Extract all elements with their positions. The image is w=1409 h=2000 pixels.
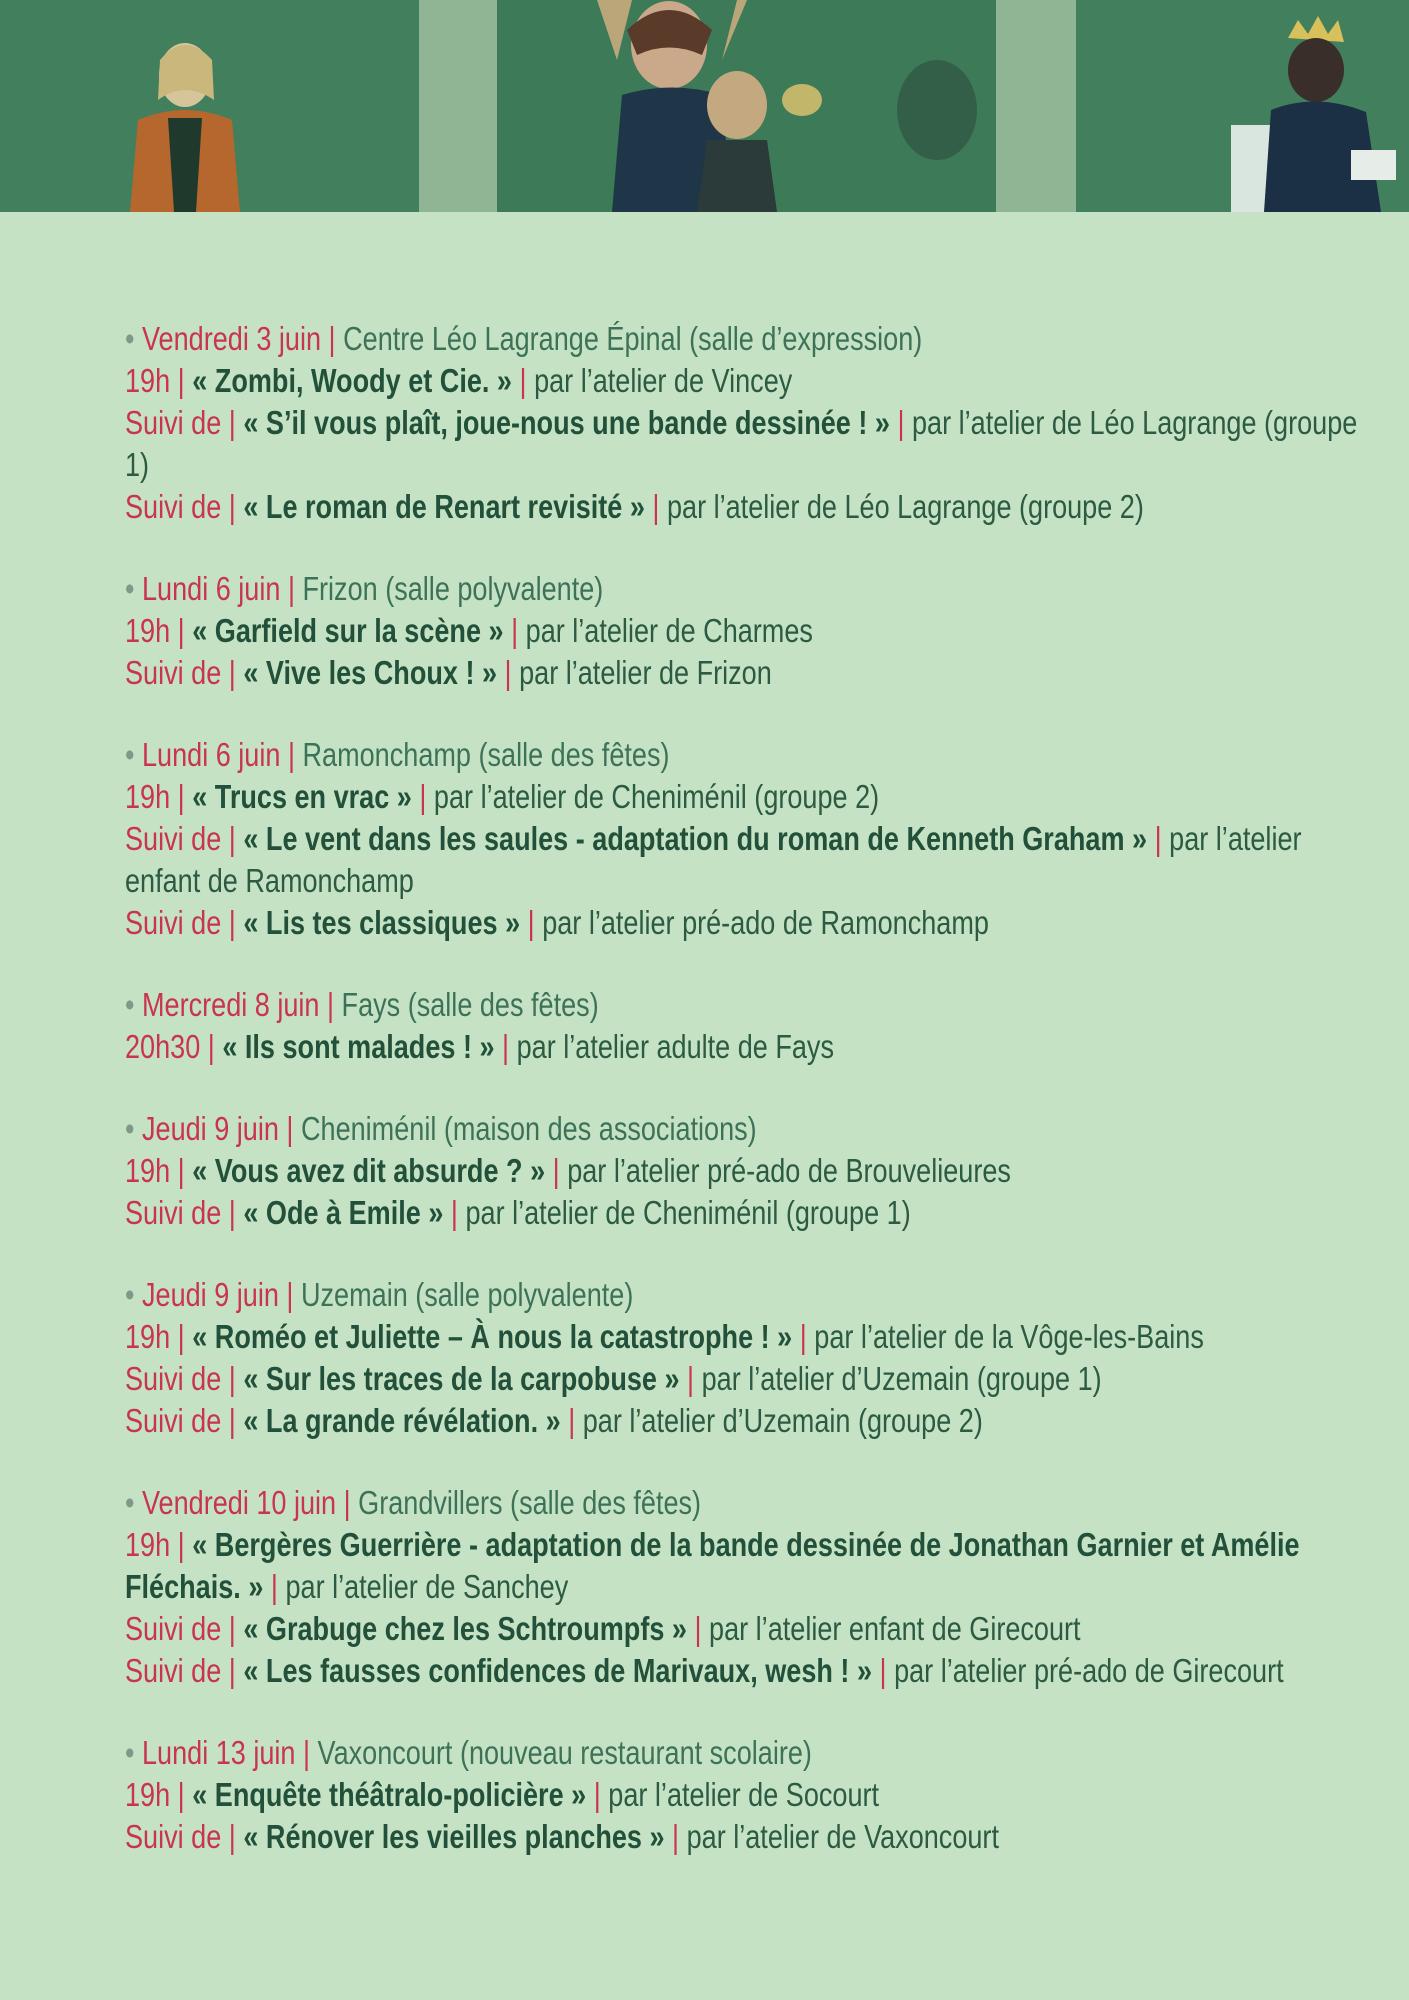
separator: | [263, 1568, 286, 1605]
separator: | [200, 1028, 223, 1065]
separator: | [221, 820, 244, 857]
show-troupe: par l’atelier de Cheniménil (groupe 2) [433, 778, 880, 815]
show-line [125, 1316, 1204, 1358]
separator: | [170, 612, 193, 649]
separator: | [221, 488, 244, 525]
show-line [125, 818, 1376, 902]
show-time: Suivi de [125, 1652, 222, 1689]
separator: | [280, 570, 303, 607]
separator: | [679, 1360, 702, 1397]
show-line [125, 360, 1166, 402]
show-time: 19h [125, 1152, 171, 1189]
show-title: « Rénover les vieilles planches » [243, 1818, 665, 1855]
event-block [125, 1274, 1395, 1442]
separator: | [443, 1194, 466, 1231]
event-date: Jeudi 9 juin [142, 1110, 279, 1147]
separator: | [319, 986, 342, 1023]
event-header [125, 318, 1166, 360]
separator: | [321, 320, 344, 357]
event-venue: Fays (salle des fêtes) [341, 986, 599, 1023]
separator: | [1147, 820, 1170, 857]
show-time: Suivi de [125, 404, 222, 441]
separator: | [170, 1776, 193, 1813]
show-troupe: par l’atelier de Vincey [534, 362, 793, 399]
event-block [125, 734, 1395, 944]
show-time: 20h30 [125, 1028, 201, 1065]
event-venue: Frizon (salle polyvalente) [302, 570, 604, 607]
show-title: « Trucs en vrac » [192, 778, 412, 815]
show-title: « Sur les traces de la carpobuse » [243, 1360, 680, 1397]
event-block [125, 1482, 1395, 1692]
show-time: 19h [125, 1526, 171, 1563]
show-line [125, 1524, 1376, 1608]
show-troupe: par l’atelier enfant de Ramonchamp [125, 820, 1302, 899]
separator: | [336, 1484, 359, 1521]
event-header [125, 1108, 1166, 1150]
separator: | [664, 1818, 687, 1855]
separator: | [586, 1776, 609, 1813]
event-date: Vendredi 10 juin [142, 1484, 337, 1521]
event-header [125, 984, 1166, 1026]
separator: | [545, 1152, 568, 1189]
bullet-icon: • [125, 320, 143, 357]
separator: | [411, 778, 434, 815]
show-title: « Garfield sur la scène » [192, 612, 504, 649]
show-title: « Le roman de Renart revisité » [243, 488, 645, 525]
event-venue: Uzemain (salle polyvalente) [300, 1276, 634, 1313]
show-time: Suivi de [125, 820, 222, 857]
show-title: « Ils sont malades ! » [222, 1028, 495, 1065]
show-troupe: par l’atelier de Cheniménil (groupe 1) [465, 1194, 911, 1231]
show-title: « Lis tes classiques » [243, 904, 521, 941]
show-line [125, 1608, 1166, 1650]
event-date: Lundi 13 juin [142, 1734, 296, 1771]
show-line [125, 486, 1166, 528]
photo-jumping-children [497, 0, 996, 212]
show-troupe: par l’atelier de Frizon [519, 654, 772, 691]
separator: | [494, 1028, 517, 1065]
show-title: « Roméo et Juliette – À nous la catastrophe ! » [192, 1318, 793, 1355]
show-title: « La grande révélation. » [243, 1402, 561, 1439]
photo-child-with-crown [1076, 0, 1409, 212]
show-line [125, 652, 1166, 694]
event-schedule [125, 318, 1395, 1898]
event-venue: Centre Léo Lagrange Épinal (salle d’expression) [343, 320, 923, 357]
separator: | [221, 404, 244, 441]
show-troupe: par l’atelier enfant de Girecourt [709, 1610, 1081, 1647]
show-troupe: par l’atelier de Charmes [525, 612, 813, 649]
event-date: Lundi 6 juin [142, 570, 281, 607]
separator: | [560, 1402, 583, 1439]
show-line [125, 402, 1376, 486]
bullet-icon: • [125, 1734, 143, 1771]
event-header [125, 1732, 1166, 1774]
separator: | [503, 612, 526, 649]
bullet-icon: • [125, 570, 143, 607]
show-time: Suivi de [125, 1360, 222, 1397]
show-line [125, 902, 1166, 944]
separator: | [280, 736, 303, 773]
bullet-icon: • [125, 736, 143, 773]
event-venue: Ramonchamp (salle des fêtes) [302, 736, 670, 773]
bullet-icon: • [125, 986, 143, 1023]
bullet-icon: • [125, 1110, 143, 1147]
event-date: Lundi 6 juin [142, 736, 281, 773]
show-time: Suivi de [125, 1402, 222, 1439]
show-time: Suivi de [125, 904, 222, 941]
show-time: 19h [125, 1776, 171, 1813]
show-line [125, 1192, 1166, 1234]
show-time: 19h [125, 1318, 171, 1355]
separator: | [170, 1152, 193, 1189]
show-troupe: par l’atelier d’Uzemain (groupe 1) [701, 1360, 1102, 1397]
show-line [125, 610, 1166, 652]
event-header [125, 1482, 1166, 1524]
separator: | [221, 904, 244, 941]
event-header [125, 568, 1166, 610]
photo-banner [0, 0, 1409, 212]
show-time: Suivi de [125, 1194, 222, 1231]
bullet-icon: • [125, 1484, 143, 1521]
event-block [125, 1732, 1395, 1858]
separator: | [221, 1818, 244, 1855]
separator: | [792, 1318, 815, 1355]
event-header [125, 1274, 1166, 1316]
event-date: Vendredi 3 juin [142, 320, 322, 357]
show-title: « Vous avez dit absurde ? » [192, 1152, 546, 1189]
show-time: 19h [125, 362, 171, 399]
show-line [125, 776, 1166, 818]
show-line [125, 1816, 1166, 1858]
event-block [125, 318, 1395, 528]
show-time: Suivi de [125, 1610, 222, 1647]
show-title: « Vive les Choux ! » [243, 654, 498, 691]
separator: | [872, 1652, 895, 1689]
separator: | [295, 1734, 318, 1771]
show-line [125, 1400, 1166, 1442]
show-line [125, 1650, 1284, 1692]
show-title: « Enquête théâtralo-policière » [192, 1776, 587, 1813]
separator: | [170, 778, 193, 815]
event-venue: Vaxoncourt (nouveau restaurant scolaire) [317, 1734, 812, 1771]
show-troupe: par l’atelier de Léo Lagrange (groupe 2) [666, 488, 1144, 525]
separator: | [221, 1610, 244, 1647]
separator: | [170, 1526, 193, 1563]
show-troupe: par l’atelier pré-ado de Ramonchamp [542, 904, 989, 941]
separator: | [170, 362, 193, 399]
show-troupe: par l’atelier pré-ado de Brouvelieures [567, 1152, 1011, 1189]
event-header [125, 734, 1166, 776]
show-time: 19h [125, 612, 171, 649]
event-date: Mercredi 8 juin [142, 986, 320, 1023]
separator: | [520, 904, 543, 941]
separator: | [686, 1610, 710, 1647]
separator: | [221, 1402, 244, 1439]
event-block [125, 1108, 1395, 1234]
show-title: « Ode à Emile » [243, 1194, 444, 1231]
show-time: Suivi de [125, 1818, 222, 1855]
show-title: « Zombi, Woody et Cie. » [192, 362, 512, 399]
separator: | [278, 1276, 301, 1313]
separator: | [221, 1652, 244, 1689]
separator: | [221, 1194, 244, 1231]
show-line [125, 1150, 1166, 1192]
separator: | [278, 1110, 301, 1147]
show-line [125, 1026, 1166, 1068]
event-venue: Grandvillers (salle des fêtes) [358, 1484, 702, 1521]
show-time: Suivi de [125, 488, 222, 525]
photo-child-in-orange-vest [0, 0, 419, 212]
show-line [125, 1774, 1166, 1816]
separator: | [644, 488, 667, 525]
show-title: « Grabuge chez les Schtroumpfs » [243, 1610, 687, 1647]
show-troupe: par l’atelier de Sanchey [285, 1568, 569, 1605]
separator: | [889, 404, 913, 441]
show-title: « S’il vous plaît, joue-nous une bande dessinée ! » [243, 404, 890, 441]
event-block [125, 568, 1395, 694]
show-troupe: par l’atelier de la Vôge-les-Bains [814, 1318, 1204, 1355]
show-troupe: par l’atelier adulte de Fays [516, 1028, 834, 1065]
show-troupe: par l’atelier de Léo Lagrange (groupe 1) [125, 404, 1358, 483]
show-troupe: par l’atelier d’Uzemain (groupe 2) [582, 1402, 983, 1439]
separator: | [170, 1318, 193, 1355]
show-line [125, 1358, 1166, 1400]
separator: | [221, 1360, 244, 1397]
show-time: 19h [125, 778, 171, 815]
show-title: « Bergères Guerrière - adaptation de la bande dessinée de Jonathan Garnier et Amélie Fléchais. » [125, 1526, 1300, 1605]
show-time: Suivi de [125, 654, 222, 691]
event-block [125, 984, 1395, 1068]
show-troupe: par l’atelier de Vaxoncourt [686, 1818, 999, 1855]
separator: | [511, 362, 535, 399]
show-title: « Les fausses confidences de Marivaux, wesh ! » [243, 1652, 873, 1689]
event-venue: Cheniménil (maison des associations) [300, 1110, 757, 1147]
show-title: « Le vent dans les saules - adaptation du roman de Kenneth Graham » [243, 820, 1148, 857]
bullet-icon: • [125, 1276, 143, 1313]
show-troupe: par l’atelier de Socourt [608, 1776, 880, 1813]
separator: | [497, 654, 520, 691]
show-troupe: par l’atelier pré-ado de Girecourt [894, 1652, 1284, 1689]
event-date: Jeudi 9 juin [142, 1276, 279, 1313]
separator: | [221, 654, 244, 691]
